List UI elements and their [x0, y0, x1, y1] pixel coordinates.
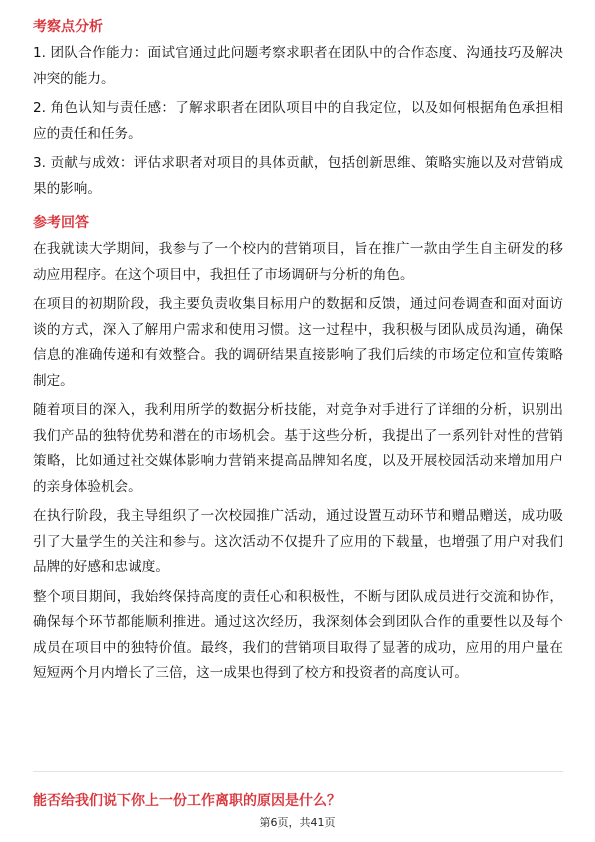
answer-paragraph: 在我就读大学期间，我参与了一个校内的营销项目，旨在推广一款由学生自主研发的移动应用程序。在这个项目中，我担任了市场调研与分析的角色。 [33, 241, 563, 283]
analysis-heading: 考察点分析 [33, 19, 103, 35]
answer-heading: 参考回答 [33, 215, 89, 231]
next-question-heading: 能否给我们说下你上一份工作离职的原因是什么？ [33, 793, 341, 809]
answer-paragraph: 整个项目期间，我始终保持高度的责任心和积极性，不断与团队成员进行交流和协作，确保每个环节都能顺利推进。通过这次经历，我深刻体会到团队合作的重要性以及每个成员在项目中的独特价值。最终，我们的营销项目取得了显著的成功，应用的用户量在短短两个月内增长了三倍，这一成果也得到了校方和投资者的高度认可。 [33, 588, 563, 681]
answer-paragraph: 随着项目的深入，我利用所学的数据分析技能，对竞争对手进行了详细的分析，识别出我们产品的独特优势和潜在的市场机会。基于这些分析，我提出了一系列针对性的营销策略，比如通过社交媒体影响力营销来提高品牌知名度，以及开展校园活动来增加用户的亲身体验机会。 [33, 402, 563, 495]
answer-paragraph: 在项目的初期阶段，我主要负责收集目标用户的数据和反馈，通过问卷调查和面对面访谈的方式，深入了解用户需求和使用习惯。这一过程中，我积极与团队成员沟通，确保信息的准确传递和有效整合。我的调研结果直接影响了我们后续的市场定位和宣传策略制定。 [33, 296, 563, 389]
page-content [33, 18, 563, 691]
analysis-item: 1. 团队合作能力：面试官通过此问题考察求职者在团队中的合作态度、沟通技巧及解决冲突的能力。 [33, 45, 563, 87]
page-number: 第6页，共41页 [259, 816, 336, 829]
answer-paragraph: 在执行阶段，我主导组织了一次校园推广活动，通过设置互动环节和赠品赠送，成功吸引了大量学生的关注和参与。这次活动不仅提升了应用的下载量，也增强了用户对我们品牌的好感和忠诚度。 [33, 508, 563, 575]
analysis-item: 3. 贡献与成效：评估求职者对项目的具体贡献，包括创新思维、策略实施以及对营销成果的影响。 [33, 155, 563, 197]
section-divider [33, 771, 563, 772]
analysis-item: 2. 角色认知与责任感：了解求职者在团队项目中的自我定位，以及如何根据角色承担相应的责任和任务。 [33, 100, 563, 142]
